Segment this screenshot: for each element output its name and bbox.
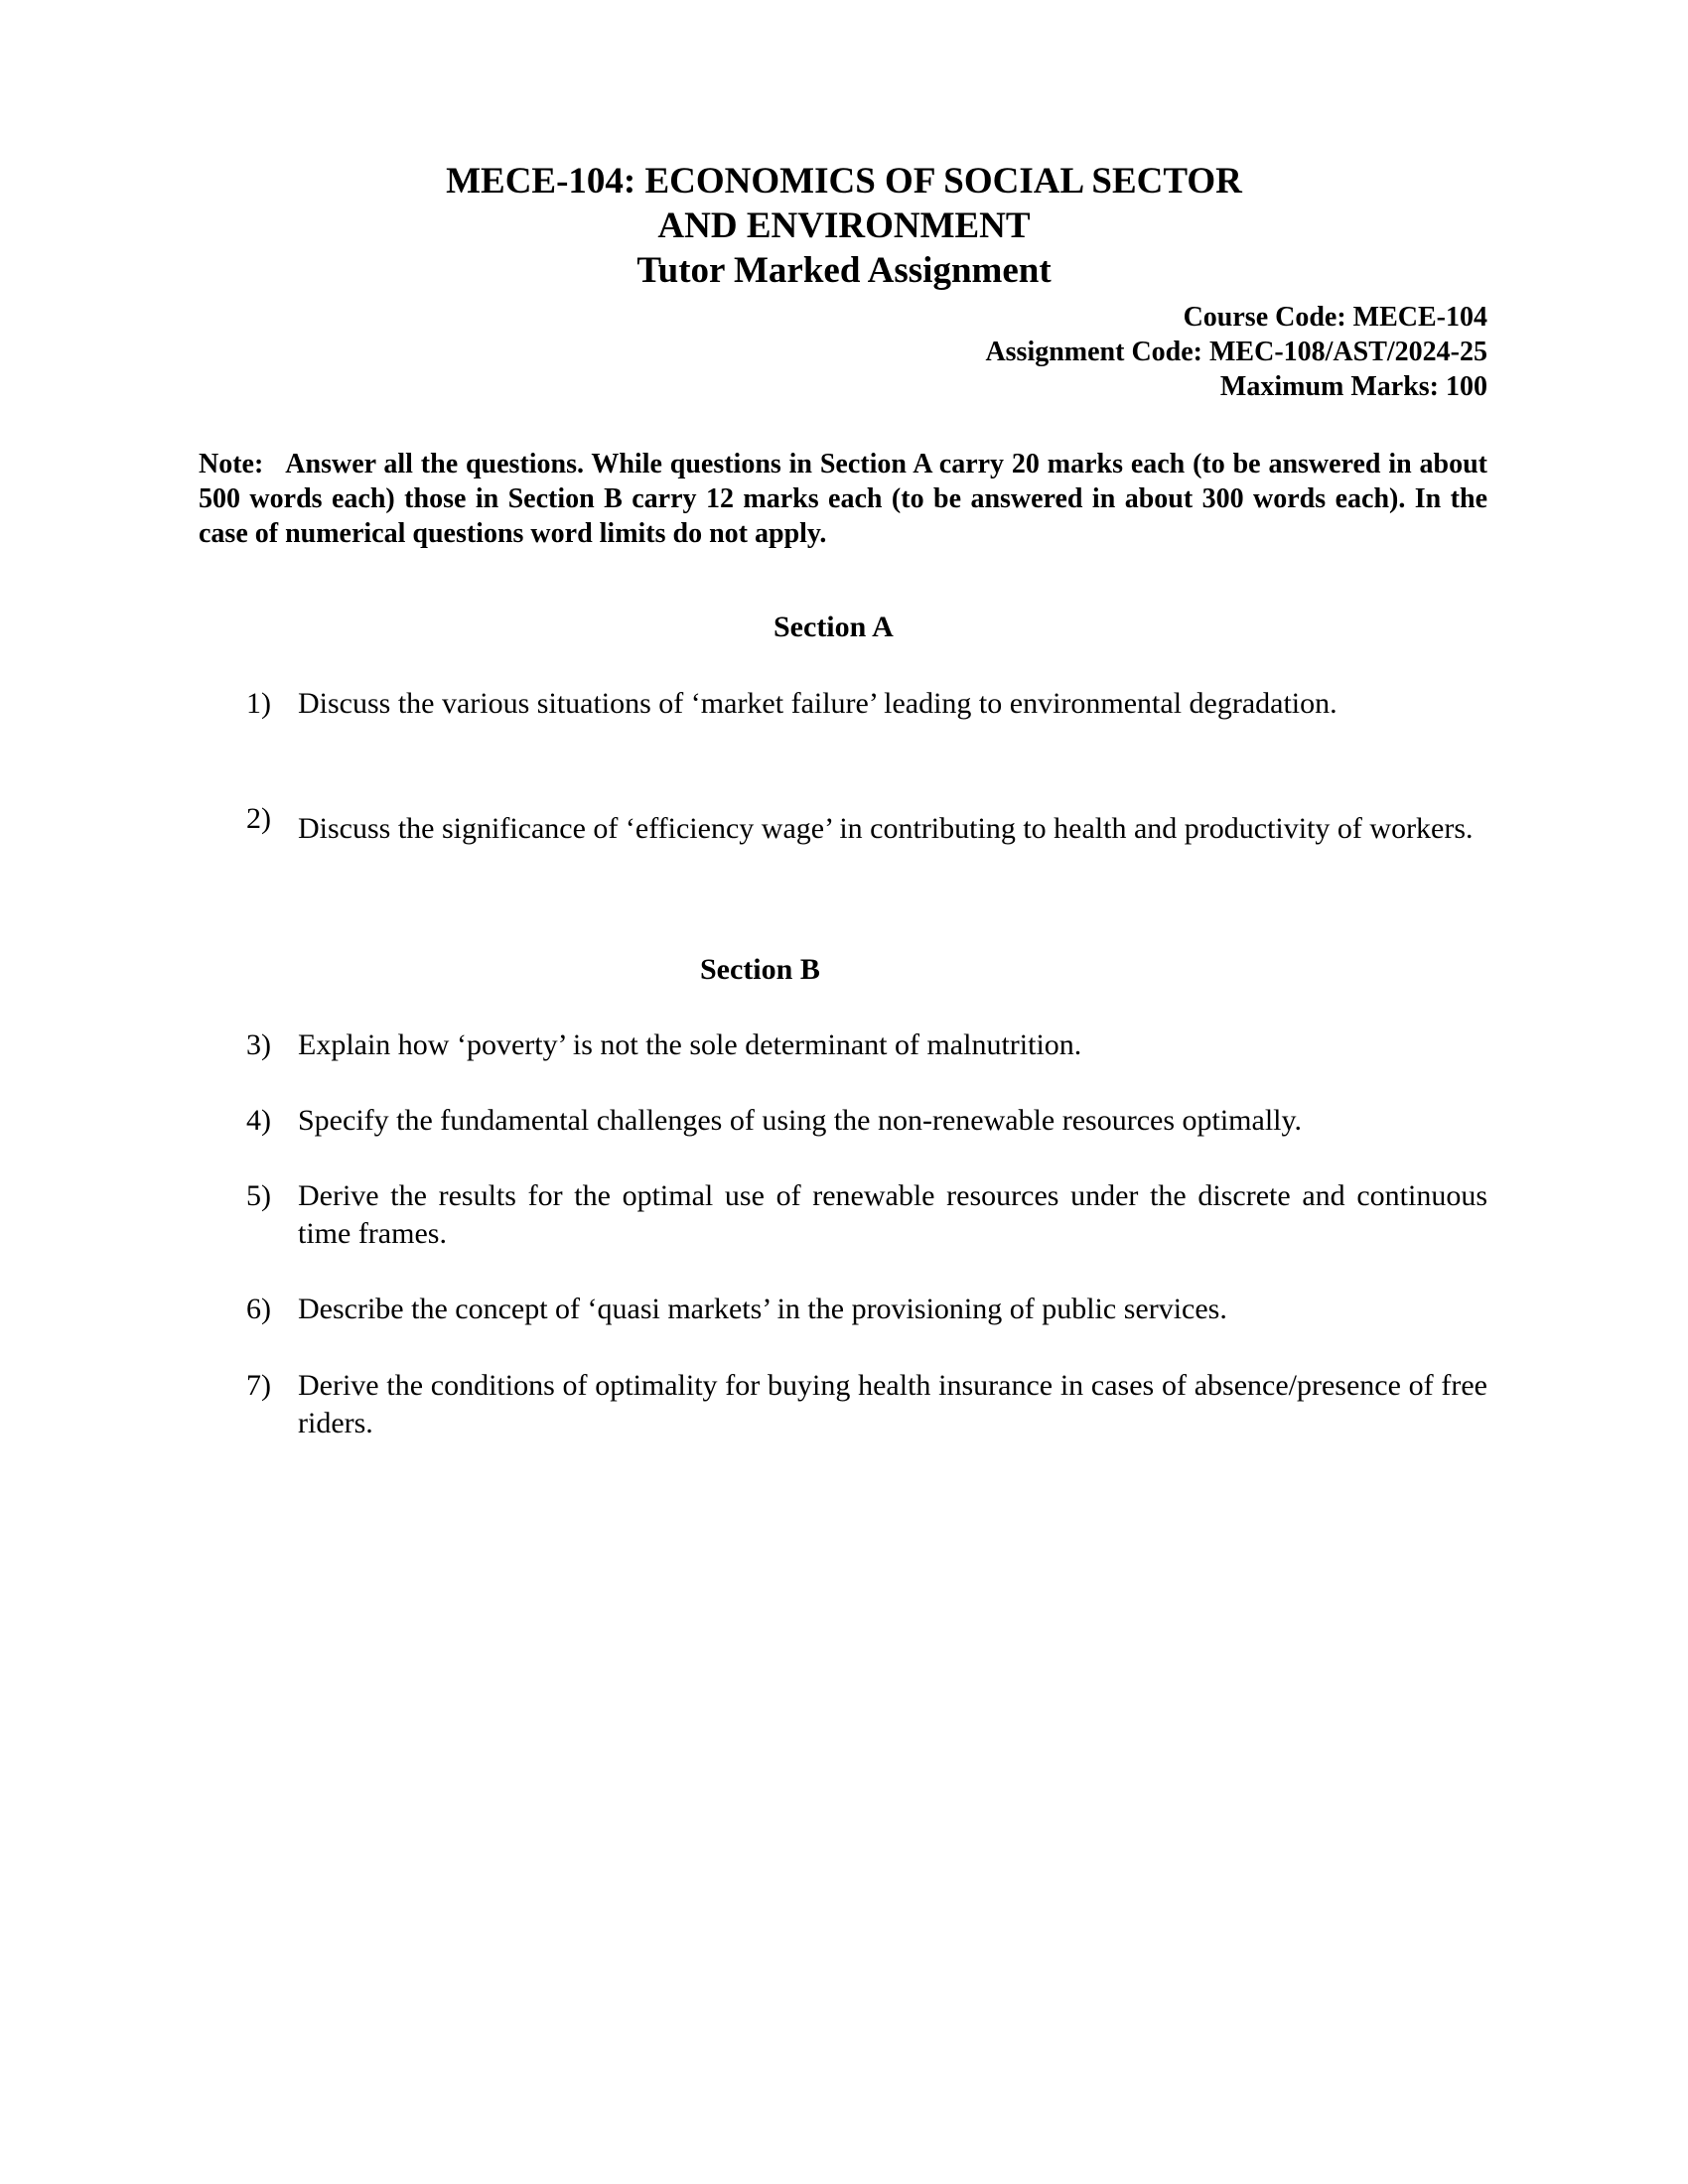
question-text: Explain how ‘poverty’ is not the sole determinant of malnutrition.: [298, 1028, 1082, 1061]
question-number: 4): [246, 1104, 271, 1137]
question-text: Discuss the various situations of ‘market failure’ leading to environmental degradation.: [298, 687, 1337, 720]
question-number: 3): [246, 1028, 271, 1061]
question-5: [246, 1177, 1487, 1253]
question-text: Discuss the significance of ‘efficiency wage’ in contributing to health and productivity of workers.: [298, 812, 1474, 845]
question-1: [246, 685, 1487, 723]
question-text: Derive the results for the optimal use of renewable resources under the discrete and continuous time frames.: [298, 1179, 1487, 1250]
question-number: 6): [246, 1293, 271, 1325]
question-text: Derive the conditions of optimality for buying health insurance in cases of absence/presence of free riders.: [298, 1369, 1487, 1439]
course-code: Course Code: MECE-104: [1183, 302, 1487, 333]
question-number: 5): [246, 1179, 271, 1212]
section-a-heading: Section A: [774, 611, 894, 643]
question-4: [246, 1102, 1487, 1140]
title-subtitle: Tutor Marked Assignment: [636, 250, 1052, 291]
note-label: Note:: [199, 449, 264, 479]
question-text: Describe the concept of ‘quasi markets’ in the provisioning of public services.: [298, 1293, 1227, 1325]
note-text: Answer all the questions. While questions in Section A carry 20 marks each (to be answered in about 500 words each) those in Section B carry 12 marks each (to be answered in about 300 words each). In the case of numerical questions word limits do not apply.: [199, 449, 1487, 549]
question-number: 1): [246, 687, 271, 720]
question-6: [246, 1291, 1487, 1328]
title-line-1: MECE-104: ECONOMICS OF SOCIAL SECTOR: [446, 161, 1242, 202]
section-b-heading: Section B: [700, 953, 820, 986]
assignment-meta: [985, 300, 1487, 404]
instructions-note: [199, 447, 1487, 551]
question-7: [246, 1367, 1487, 1442]
title-line-2: AND ENVIRONMENT: [657, 205, 1031, 246]
question-text: Specify the fundamental challenges of using the non-renewable resources optimally.: [298, 1104, 1303, 1137]
question-2: [246, 800, 1487, 858]
document-title: [0, 159, 1688, 293]
maximum-marks: Maximum Marks: 100: [1219, 371, 1487, 402]
assignment-code: Assignment Code: MEC-108/AST/2024-25: [985, 337, 1487, 367]
question-3: [246, 1026, 1487, 1064]
question-number: 7): [246, 1369, 271, 1402]
question-number: 2): [246, 802, 271, 835]
